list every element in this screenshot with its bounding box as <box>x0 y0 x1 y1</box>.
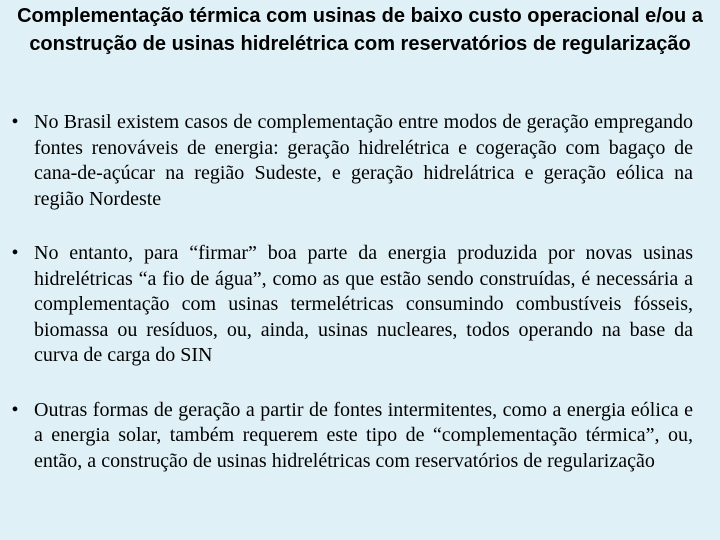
bullet-dot-icon: • <box>11 111 19 133</box>
bullet-list <box>0 110 720 503</box>
bullet-item <box>0 398 720 475</box>
bullet-item <box>0 110 720 212</box>
bullet-dot-icon: • <box>11 242 19 264</box>
bullet-text: No Brasil existem casos de complementação entre modos de geração empregando fontes renováveis de energia: geração hidrelétrica e cogeração com bagaço de cana-de-açúcar na região Sudeste, e geração hidrelátrica e geração eólica na região Nordeste <box>34 111 693 210</box>
bullet-dot-icon: • <box>11 398 19 421</box>
slide-title: Complementação térmica com usinas de baixo custo operacional e/ou a construção de usinas hidrelétrica com reservatórios de regularização <box>17 5 703 55</box>
bullet-item <box>0 241 720 369</box>
bullet-text: No entanto, para “firmar” boa parte da energia produzida por novas usinas hidrelétricas “a fio de água”, como as que estão sendo construídas, é necessária a complementação com usinas termelétricas consumindo combustíveis fósseis, biomassa ou resíduos, ou, ainda, usinas nucleares, todos operando na base da curva de carga do SIN <box>34 242 693 366</box>
bullet-text: Outras formas de geração a partir de fontes intermitentes, como a energia eólica e a energia solar, também requerem este tipo de “complementação térmica”, ou, então, a construção de usinas hidrelétricas com reservatórios de regularização <box>34 398 693 472</box>
